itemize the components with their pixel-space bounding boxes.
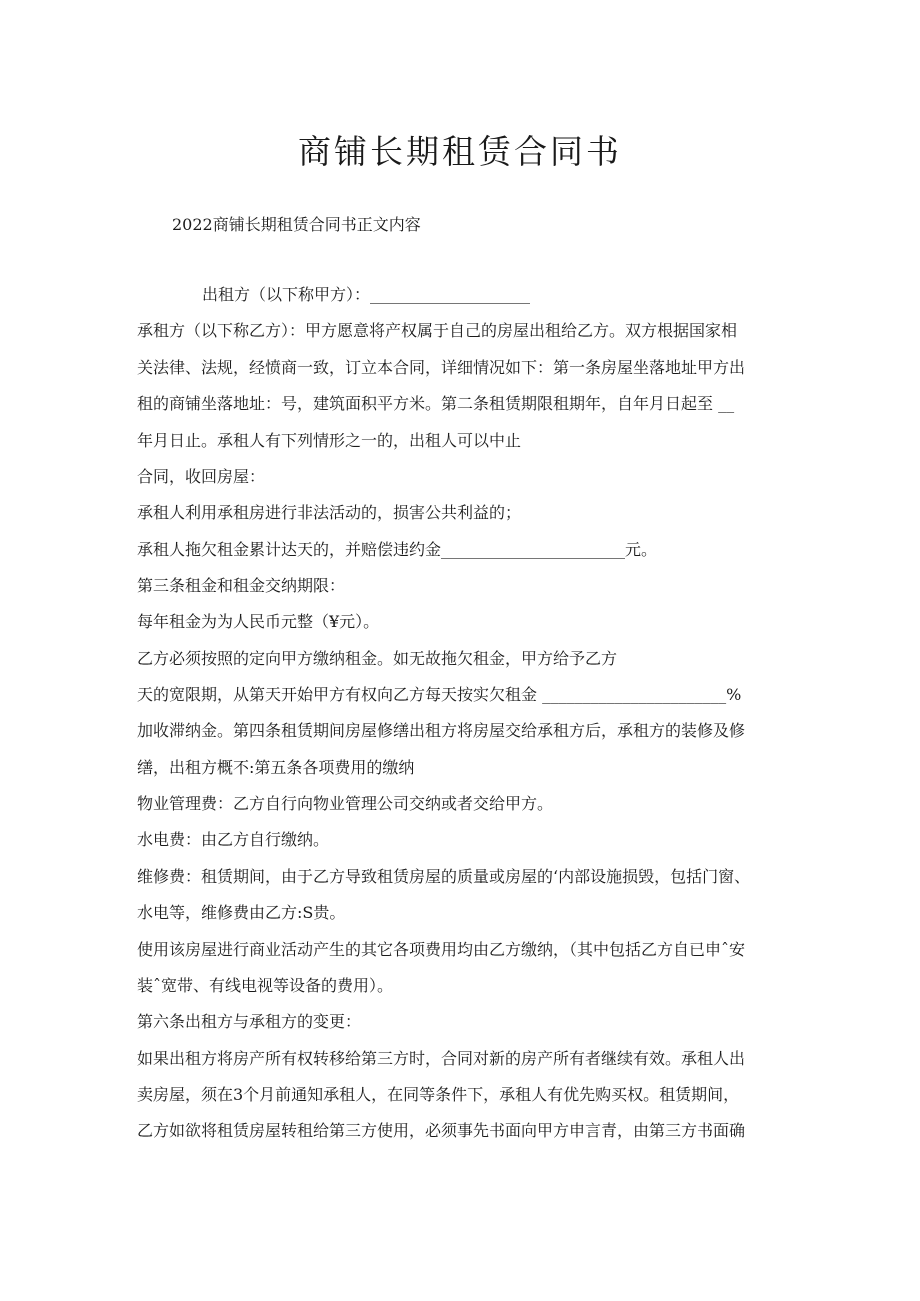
body-line: 年月日止。承租人有下列情形之一的，出租人可以中止: [137, 431, 522, 450]
body-line: 加收滞纳金。第四条租赁期间房屋修缮出租方将房屋交给承租方后，承租方的装修及修: [137, 721, 746, 740]
body-line: 承租方（以下称乙方）：甲方愿意将产权属于自己的房屋出租给乙方。双方根据国家相: [137, 321, 738, 340]
body-line: 乙方必须按照的定向甲方缴纳租金。如无故拖欠租金，甲方给予乙方: [137, 649, 618, 668]
body-line: 乙方如欲将租赁房屋转租给第三方使用，必须事先书面向甲方申言青，由第三方书面确: [137, 1121, 746, 1140]
body-line: 卖房屋，须在3个月前通知承租人，在同等条件下，承租人有优先购买权。租赁期间，: [137, 1085, 740, 1104]
body-line: 每年租金为为人民币元整（¥元）。: [137, 612, 380, 631]
body-line: 天的宽限期，从第天开始甲方有权向乙方每天按实欠租金 _______________________%: [137, 685, 742, 704]
body-line: 装ˆ宽带、有线电视等设备的费用）。: [137, 976, 394, 995]
body-line: 第六条出租方与承租方的变更：: [137, 1012, 362, 1031]
body-line: 关法律、法规，经愤商一致，订立本合同，详细情况如下：第一条房屋坐落地址甲方出: [137, 358, 746, 377]
body-line: 第三条租金和租金交纳期限：: [137, 576, 346, 595]
body-line: 如果出租方将房产所有权转移给第三方时，合同对新的房产所有者继续有效。承租人出: [137, 1049, 746, 1068]
document-title: 商铺长期租赁合同书: [298, 132, 622, 171]
body-line: 承租人拖欠租金累计达天的，并赔偿违约金_______________________元。: [137, 540, 658, 559]
body-line: 租的商铺坐落地址：号，建筑面积平方米。第二条租赁期限租期年，自年月日起至 __: [137, 394, 735, 413]
body-line: 出租方（以下称甲方）：____________________: [202, 285, 531, 304]
body-line: 合同，收回房屋：: [137, 467, 266, 486]
body-line: 维修费：租赁期间，由于乙方导致租赁房屋的质量或房屋的‘内部设施损毁，包括门窗、: [137, 867, 751, 886]
body-line: 水电等，维修费由乙方:S贵。: [137, 903, 346, 922]
body-line: 缮，出租方概不:第五条各项费用的缴纳: [137, 758, 415, 777]
body-line: 使用该房屋进行商业活动产生的其它各项费用均由乙方缴纳，（其中包括乙方自已申ˆ安: [137, 940, 746, 959]
body-line: 水电费：由乙方自行缴纳。: [137, 830, 330, 849]
body-line: 物业管理费：乙方自行向物业管理公司交纳或者交给甲方。: [137, 794, 554, 813]
body-line: 承租人利用承租房进行非法活动的，损害公共利益的；: [137, 503, 522, 522]
document-subtitle: 2022商铺长期租赁合同书正文内容: [172, 215, 421, 234]
